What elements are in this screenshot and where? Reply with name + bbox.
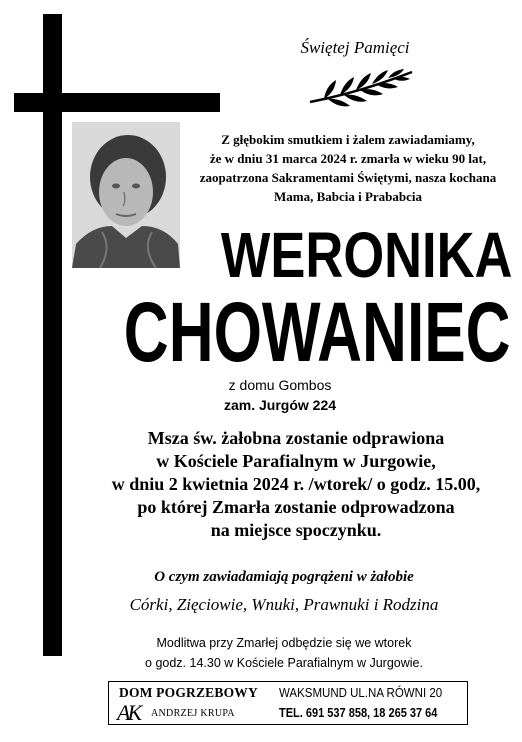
mass-line: w Kościele Parafialnym w Jurgowie, [156,451,436,471]
prayer-line: Modlitwa przy Zmarłej odbędzie się we wtorek [156,636,412,650]
mass-line: w dniu 2 kwietnia 2024 r. /wtorek/ o godz. 15.00, [111,474,481,494]
announcement-text [178,130,518,206]
announcement-line: Z głębokim smutkiem i żalem zawiadamiamy, [221,132,475,147]
funeral-home-name: DOM POGRZEBOWY [119,685,258,700]
funeral-home-owner: ANDRZEJ KRUPA [151,708,235,719]
mass-info [70,427,522,542]
mass-line: Msza św. żałobna zostanie odprawiona [147,428,445,448]
funeral-home-address: WAKSMUND UL.NA RÓWNI 20 [279,686,443,700]
funeral-home-logo: AK [117,700,140,725]
announcement-line: zaopatrzona Sakramentami Świętymi, nasza kochana [199,170,497,185]
prayer-info [64,633,504,673]
portrait-photo [72,122,180,268]
prayer-line: o godz. 14.30 w Kościele Parafialnym w Jurgowie. [145,656,423,670]
funeral-home-box [108,681,468,725]
in-memory-heading: Świętej Pamięci [300,38,410,57]
residence: zam. Jurgów 224 [223,397,337,413]
mass-line: po której Zmarła zostanie odprowadzona [137,497,455,517]
laurel-branch-icon [306,68,416,110]
announcement-line: że w dniu 31 marca 2024 r. zmarła w wieku 90 lat, [209,151,487,166]
mass-line: na miejsce spoczynku. [210,520,382,540]
deceased-first-name: WERONIKA [220,219,513,291]
mourners-names: Córki, Zięciowie, Wnuki, Prawnuki i Rodzina [129,595,439,614]
mourners-intro: O czym zawiadamiają pogrążeni w żałobie [154,569,414,585]
announcement-line: Mama, Babcia i Prababcia [273,189,423,204]
maiden-name: z domu Gombos [228,377,332,393]
deceased-last-name: CHOWANIEC [123,285,511,379]
cross-icon-horizontal [14,93,220,112]
funeral-home-phone: TEL. 691 537 858, 18 265 37 64 [279,706,438,720]
